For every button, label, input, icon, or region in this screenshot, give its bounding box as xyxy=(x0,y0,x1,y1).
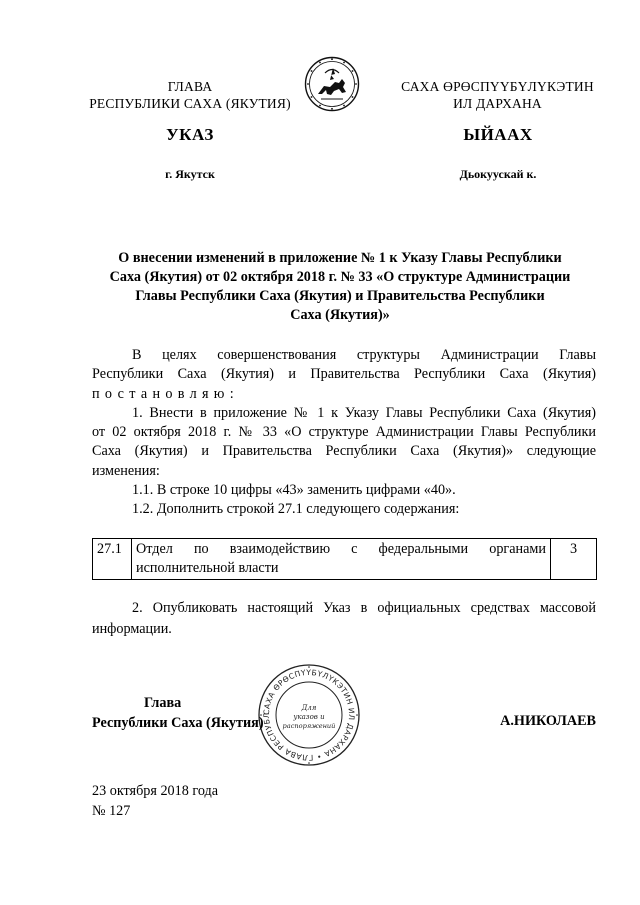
intro-line1: В целях совершенствования структуры Администрации Главы xyxy=(132,347,596,363)
document-title xyxy=(60,249,620,325)
document-number: № 127 xyxy=(92,803,131,819)
stamp-ring-text: САХА ӨРӨСПҮҮБҮЛҮКЭТИН ИЛ ДАРХАНА • ГЛАВА РЕСПУБЛ xyxy=(261,667,357,763)
row-number-cell: 27.1 xyxy=(93,539,132,580)
header-right-line2: ИЛ ДАРХАНА xyxy=(453,96,542,111)
item2-line1: 2. Опубликовать настоящий Указ в официальных средствах массовой xyxy=(132,600,596,616)
item1-2: 1.2. Дополнить строкой 27.1 следующего содержания: xyxy=(132,501,460,518)
title-line3: Главы Республики Саха (Якутия) и Правительства Республики xyxy=(135,288,545,304)
row-name-line2: исполнительной власти xyxy=(136,560,279,576)
stamp-center-line1: Для xyxy=(301,704,317,712)
signature-position-line1: Глава xyxy=(144,695,182,711)
city-ru: г. Якутск xyxy=(165,167,215,181)
document-date: 23 октября 2018 года xyxy=(92,783,219,799)
item1-line1: 1. Внести в приложение № 1 к Указу Главы Республики Саха (Якутия) xyxy=(132,404,596,421)
item2-line2: информации. xyxy=(92,621,172,637)
title-line2: Саха (Якутия) от 02 октября 2018 г. № 33 «О структуре Администрации xyxy=(109,269,571,285)
item1-line4: изменения: xyxy=(92,462,160,479)
title-line4: Саха (Якутия)» xyxy=(290,307,390,323)
intro-line2: Республики Саха (Якутия) и Правительства Республики Саха (Якутия) xyxy=(92,366,596,383)
document-footer xyxy=(92,781,218,821)
city-sah: Дьокуускай к. xyxy=(459,167,537,181)
item1-line3: Саха (Якутия) и Правительства Республики Саха (Якутия)» следующие xyxy=(92,443,596,460)
coat-of-arms-emblem xyxy=(304,56,360,112)
item1-line2: от 02 октября 2018 г. № 33 «О структуре Администрации Главы Республики xyxy=(92,424,596,441)
stamp-center-line3: распоряжений xyxy=(282,722,336,730)
doc-type-sah: ЫЙААХ xyxy=(463,125,533,144)
header-right-line1: САХА ӨРӨСПҮҮБҮЛҮКЭТИН xyxy=(401,79,594,94)
signature-name: А.НИКОЛАЕВ xyxy=(500,713,596,729)
signature-position-line2: Республики Саха (Якутия) xyxy=(92,715,264,731)
row-name-cell xyxy=(132,539,551,580)
row-count-cell: 3 xyxy=(551,539,597,580)
header-left-line1: ГЛАВА xyxy=(167,79,213,94)
title-line1: О внесении изменений в приложение № 1 к Указу Главы Республики xyxy=(118,250,562,266)
document-body xyxy=(92,346,596,520)
header-left-line2: РЕСПУБЛИКИ САХА (ЯКУТИЯ) xyxy=(89,96,291,111)
table-row xyxy=(93,539,597,580)
header-left xyxy=(60,78,320,112)
row-name-line1: Отдел по взаимодействию с федеральными органами xyxy=(136,541,546,557)
stamp-center-line2: указов и xyxy=(293,713,325,721)
amendment-table xyxy=(92,538,597,580)
header-right xyxy=(385,78,610,112)
doc-type-ru: УКАЗ xyxy=(166,125,214,144)
item1-1: 1.1. В строке 10 цифры «43» заменить цифрами «40». xyxy=(132,482,456,499)
decree-word: постановляю: xyxy=(92,385,239,402)
signature-position xyxy=(92,693,292,733)
item2 xyxy=(92,598,596,640)
